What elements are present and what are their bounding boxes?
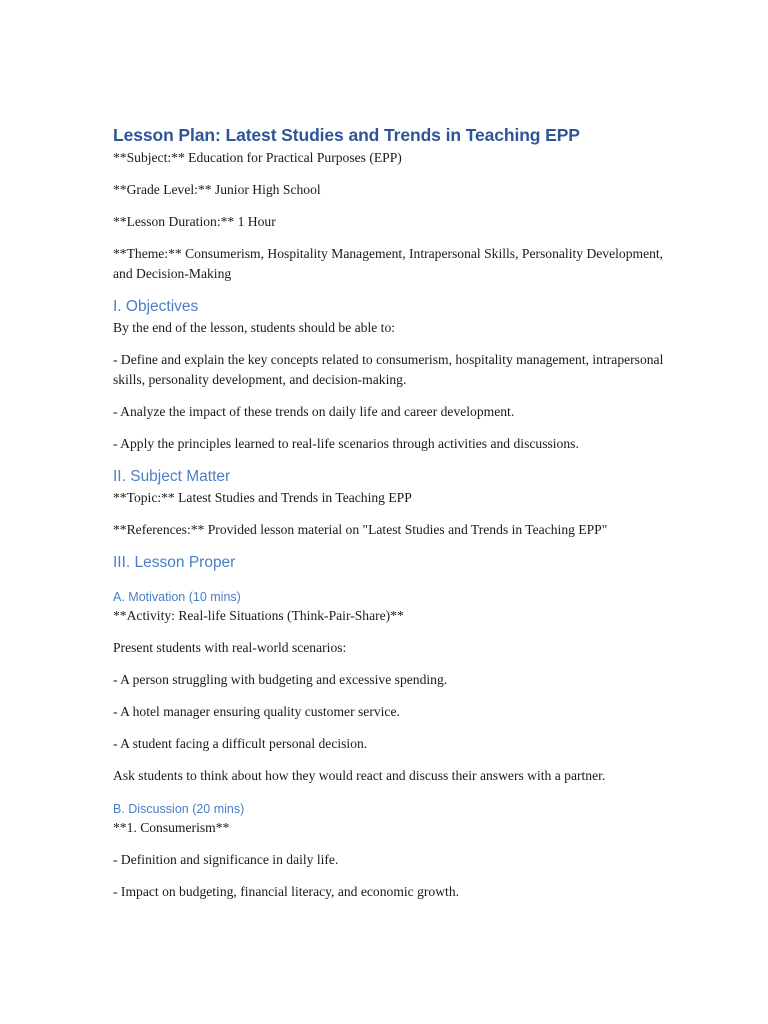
subject-matter-heading: II. Subject Matter <box>113 468 231 485</box>
motivation-closing: Ask students to think about how they would react and discuss their answers with a partner. <box>113 768 606 783</box>
topic-line: **Topic:** Latest Studies and Trends in Teaching EPP <box>113 490 412 505</box>
grade-level-line: **Grade Level:** Junior High School <box>113 182 321 197</box>
lesson-proper-heading: III. Lesson Proper <box>113 554 236 571</box>
objectives-intro: By the end of the lesson, students should be able to: <box>113 320 396 335</box>
discussion-item: - Impact on budgeting, financial literacy, and economic growth. <box>113 884 460 899</box>
objective-item: - Apply the principles learned to real-life scenarios through activities and discussions. <box>113 436 579 451</box>
duration-line: **Lesson Duration:** 1 Hour <box>113 214 276 229</box>
objective-item: - Analyze the impact of these trends on daily life and career development. <box>113 404 515 419</box>
scenario-item: - A person struggling with budgeting and excessive spending. <box>113 672 448 687</box>
references-line: **References:** Provided lesson material on "Latest Studies and Trends in Teaching EPP" <box>113 522 608 537</box>
subject-line: **Subject:** Education for Practical Purposes (EPP) <box>113 150 402 165</box>
objective-item: - Define and explain the key concepts related to consumerism, hospitality management, intrapersonal skills, personality development, and decision-making. <box>113 352 664 387</box>
objectives-heading: I. Objectives <box>113 298 199 315</box>
discussion-topic: **1. Consumerism** <box>113 820 230 835</box>
motivation-intro: Present students with real-world scenarios: <box>113 640 347 655</box>
motivation-activity: **Activity: Real-life Situations (Think-Pair-Share)** <box>113 608 404 623</box>
theme-line: **Theme:** Consumerism, Hospitality Management, Intrapersonal Skills, Personality Development, and Decision-Making <box>113 246 664 281</box>
discussion-item: - Definition and significance in daily life. <box>113 852 339 867</box>
discussion-heading: B. Discussion (20 mins) <box>113 802 245 816</box>
document-page <box>113 122 673 902</box>
scenario-item: - A student facing a difficult personal decision. <box>113 736 368 751</box>
document-title: Lesson Plan: Latest Studies and Trends in Teaching EPP <box>113 125 580 145</box>
motivation-heading: A. Motivation (10 mins) <box>113 590 241 604</box>
scenario-item: - A hotel manager ensuring quality customer service. <box>113 704 400 719</box>
